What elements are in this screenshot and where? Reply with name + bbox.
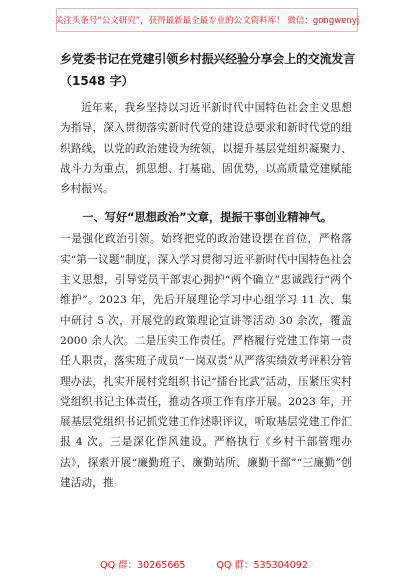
- header-banner-text: 关注头条号“公文研究”，获得最新最全最专业的公文资料库！ 微信：gongwenyj: [54, 16, 360, 26]
- intro-paragraph: 近年来，我乡坚持以习近平新时代中国特色社会主义思想为指导，深入贯彻落实新时代党的建设总要求和新时代党的组织路线，以党的政治建设为统领，以提升基层党组织凝聚力、战斗力为重点，抓思想、打基础、固优势，以高质量党建赋能乡村振兴。: [60, 102, 352, 196]
- document-body: [60, 50, 356, 493]
- footer-qq-group-1: QQ 群：30265665: [100, 560, 186, 571]
- header-banner: [56, 8, 358, 32]
- document-title: 乡党委书记在党建引领乡村振兴经验分享会上的交流发言: [60, 52, 356, 66]
- section-1-heading: 一、写好“思想政治”文章，提振干事创业精神气。: [82, 211, 333, 225]
- footer-qq-group-2: QQ 群：535304092: [216, 560, 308, 571]
- section-1-paragraph: 一是强化政治引领。始终把党的政治建设摆在首位，严格落实“第一议题”制度，深入学习贯彻习近平新时代中国特色社会主义思想，引导党员干部衷心拥护“两个确立”忠诚践行“两个维护”。2023 年，先后开展理论学习中心组学习 11 次、集中研讨 5 次，开展党的政策理论宣讲等活动 30 余次，覆盖 2000 余人次。二是压实工作责任。严格履行党建工作第一责任人职责，落实班子成员“一岗双责”从严落实绩效考评积分管理办法，扎实开展村党组织书记“擂台比武”活动，压紧压实村党组织书记主体责任，推动各项工作有序开展。2023 年，开展基层党组织书记抓党建工作述职评议，听取基层党建工作汇报 4 次。三是深化作风建设。严格执行《乡村干部管理办法》，探索开展“廉勤班子、廉勤站所、廉勤干部”“三廉勤”创建活动，推: [60, 233, 352, 490]
- word-count: （1548 字）: [60, 74, 134, 88]
- footer: [0, 557, 408, 571]
